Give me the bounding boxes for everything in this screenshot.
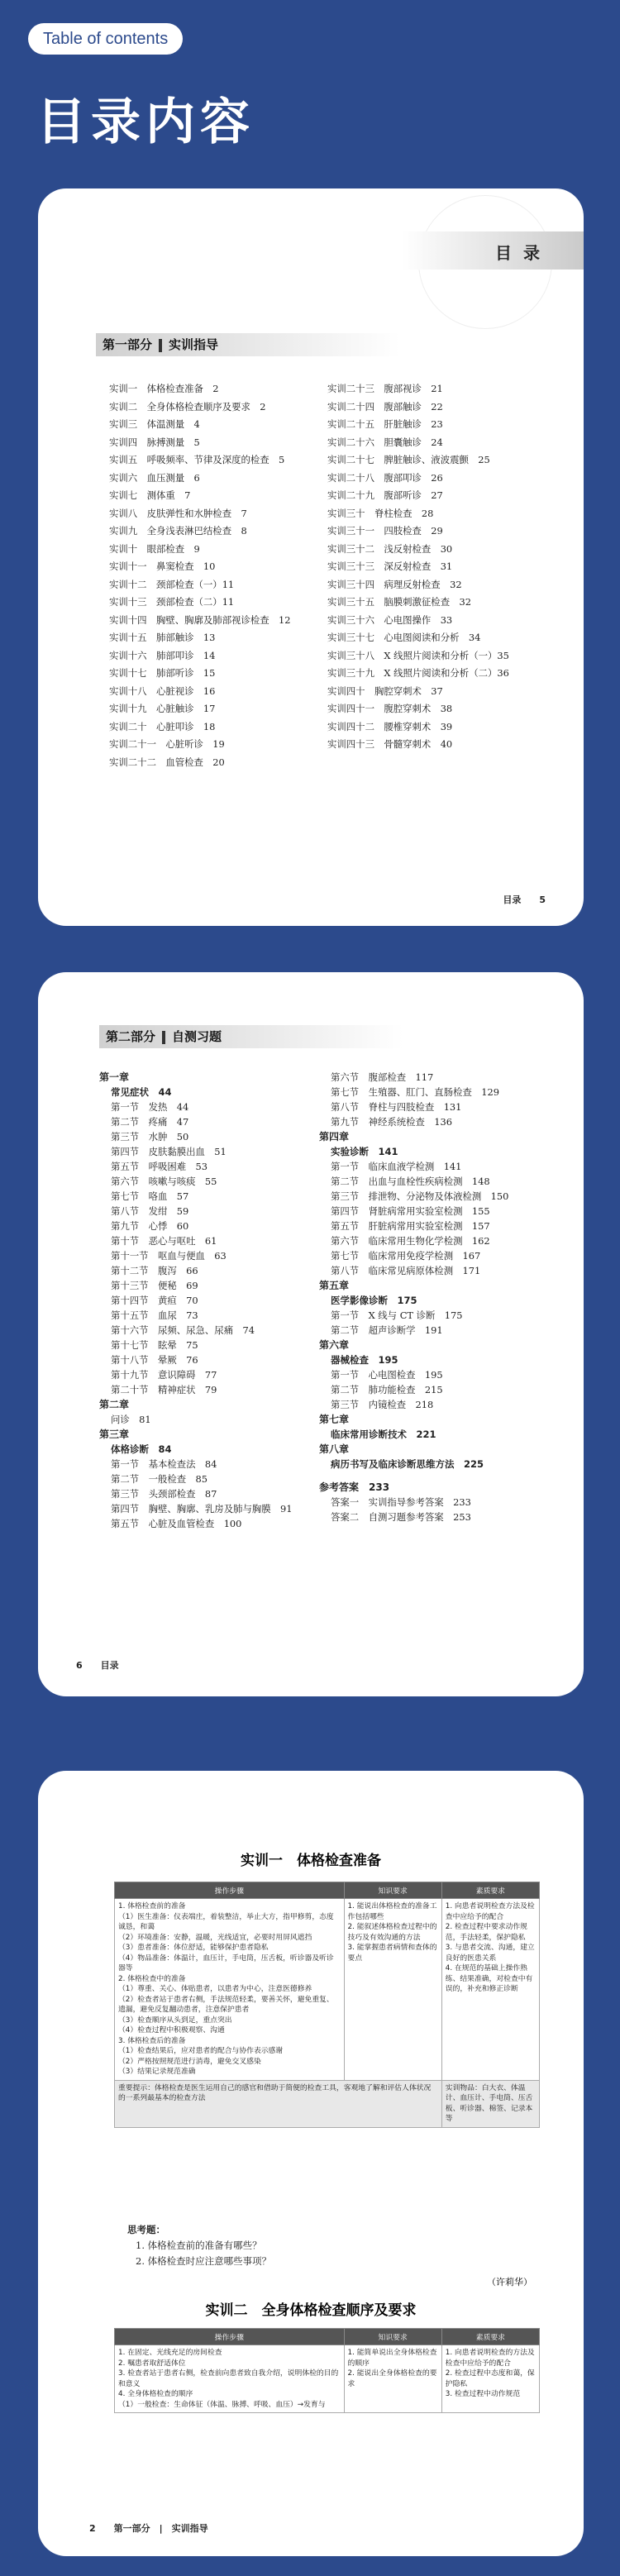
toc-entry[interactable]: 实训二十八 腹部叩诊 26 (327, 471, 443, 484)
toc-entry[interactable]: 第十八节 晕厥 76 (111, 1354, 198, 1366)
toc-entry[interactable]: 第四节 肾脏病常用实验室检测 155 (331, 1205, 490, 1217)
toc-entry[interactable]: 第一节 临床血液学检测 141 (331, 1161, 462, 1172)
toc-entry[interactable]: 实训二十三 腹部视诊 21 (327, 383, 443, 394)
toc-entry[interactable]: 第十三节 便秘 69 (111, 1280, 198, 1291)
toc-entry[interactable]: 第五节 肝脏病常用实验室检测 157 (331, 1220, 490, 1232)
toc-entry[interactable]: 第六节 腹部检查 117 (331, 1071, 434, 1083)
chapter-heading[interactable]: 第八章 (319, 1443, 350, 1455)
toc-entry[interactable]: 实训三十八 X 线照片阅读和分析（一）35 (327, 649, 509, 661)
exercise-table-1: 操作步骤 知识要求 素质要求 1. 体格检查前的准备 （1）医生准备：仪表端庄，着装整洁，举止大方，指甲修剪，态度诚恳，和蔼 （2）环境准备：安静，温暖，光线适宜，必要时用屏风遮挡 （3）患者准备：体位舒适，能够保护患者隐私 （4）物品准备：体温计，血压计，手电筒，压舌板，听诊器及听诊器等 2. 体格检查中的准备 （1）尊重、关心、体贴患者，以患者为中心，注意医德修养 （2）检查者站于患者右侧，手法规范轻柔，要善关怀，避免重复、遗漏，避免反复翻动患者，注意保护患者 （3）检查顺序从头到足，重点突出 （4）检查过程中积极观察、沟通 3. 体格检查后的准备 （1）检查结果后，应对患者的配合与协作表示感谢 （2）严格按照规范进行消毒，避免交叉感染 （3）结果记录规范准确 1. 能说出体格检查的准备工作包括哪些 2. 能叙述体格检查过程中的技巧及有效沟通的方法 3. 能掌握患者病情和查体的要点 1. 向患者说明检查方法及检查中应给予的配合 2. 检查过程中要求动作规范，手法轻柔，保护隐私 3. 与患者交流、沟通，建立良好的医患关系 4. 在规范的基础上操作熟练、结果准确，对检查中有误的，补充和修正诊断 重要提示：体格检查是医生运用自己的感官和借助于简便的检查工具，客观地了解和评估人体状况的一系列最基本的检查方法 实训物品：白大衣、体温计、血压计、手电筒、压舌板、听诊器、棉签、记录本等 (114, 1882, 540, 2128)
toc-entry[interactable]: 第九节 心悸 60 (111, 1220, 189, 1232)
toc-entry[interactable]: 第三节 内镜检查 218 (331, 1399, 434, 1410)
toc-entry[interactable]: 第二节 肺功能检查 215 (331, 1384, 443, 1395)
table-cell: 1. 能说出体格检查的准备工作包括哪些 2. 能叙述体格检查过程中的技巧及有效沟通的方法 3. 能掌握患者病情和查体的要点 (344, 1899, 441, 2081)
toc-entry[interactable]: 第二节 超声诊断学 191 (331, 1324, 443, 1336)
chapter-heading[interactable]: 第四章 (319, 1131, 350, 1143)
toc-entry[interactable]: 实训四十一 腹腔穿刺术 38 (327, 703, 453, 714)
toc-entry[interactable]: 第三节 头颈部检查 87 (111, 1488, 217, 1500)
toc-entry[interactable]: 第十一节 呕血与便血 63 (111, 1250, 227, 1262)
toc-entry[interactable]: 器械检查 195 (331, 1354, 398, 1366)
toc-entry[interactable]: 实训三十二 浅反射检查 30 (327, 542, 453, 555)
toc-entry[interactable]: 实训十一 鼻窦检查 10 (109, 561, 216, 572)
exercise-title: 实训二 全身体格检查顺序及要求 (205, 2302, 417, 2319)
toc-entry[interactable]: 临床常用诊断技术 221 (331, 1429, 436, 1440)
page-footer: 6 目录 (76, 1660, 119, 1671)
toc-entry[interactable]: 答案一 实训指导参考答案 233 (331, 1496, 471, 1508)
toc-left-column (109, 380, 291, 771)
toc-entry[interactable]: 实训十二 颈部检查（一）11 (109, 578, 235, 590)
toc-entry[interactable]: 第一节 X 线与 CT 诊断 175 (331, 1309, 463, 1321)
toc-entry[interactable]: 实训四十三 骨髓穿刺术 40 (327, 738, 453, 750)
toc-entry[interactable]: 第一节 发热 44 (111, 1101, 189, 1113)
toc-entry[interactable]: 实训三十五 脑膜刺激征检查 32 (327, 596, 471, 608)
toc-entry[interactable]: 第四节 胸壁、胸廓、乳房及肺与胸膜 91 (111, 1503, 293, 1515)
sample-page[interactable] (38, 1771, 584, 2556)
chapter-heading[interactable]: 第七章 (319, 1414, 350, 1425)
exercise-table-2: 操作步骤 知识要求 素质要求 1. 在固定、光线充足的房间检查 2. 嘱患者取舒适体位 3. 检查者站于患者右侧，检查前向患者致自我介绍，说明体检的目的和意义 4. 全身体格检查的顺序 （1）一般检查：生命体征（体温、脉搏、呼吸、血压）→发育与 1. 能简单说出全身体格检查的顺序 2. 能说出全身体格检查的要求 1. 向患者说明检查的方法及检查中应给予的配合 2. 检查过程中态度和蔼，保护隐私 3. 检查过程中动作规范 (114, 2328, 540, 2413)
exercise-goods: 实训物品：白大衣、体温计、血压计、手电筒、压舌板、听诊器、棉签、记录本等 (441, 2080, 539, 2127)
chapter-heading[interactable]: 参考答案 233 (319, 1481, 390, 1493)
toc-entry[interactable]: 实训三十一 四肢检查 29 (327, 525, 443, 537)
section-header: 第二部分 自测习题 (99, 1025, 403, 1048)
toc-entry[interactable]: 第二十节 精神症状 79 (111, 1384, 217, 1395)
chapter-heading[interactable]: 第二章 (99, 1399, 130, 1410)
toc-page-2[interactable] (38, 972, 584, 1696)
table-cell: 1. 能简单说出全身体格检查的顺序 2. 能说出全身体格检查的要求 (344, 2345, 441, 2413)
toc-entry[interactable]: 第六节 临床常用生物化学检测 162 (331, 1235, 490, 1247)
toc-entry[interactable]: 实训九 全身浅表淋巴结检查 8 (109, 525, 247, 537)
page-footer: 目录 5 (503, 894, 546, 905)
toc-entry[interactable]: 第一节 基本检查法 84 (111, 1458, 217, 1470)
toc-entry[interactable]: 实训十 眼部检查 9 (109, 542, 200, 555)
chapter-heading[interactable]: 第三章 (99, 1429, 130, 1440)
toc-entry[interactable]: 第九节 神经系统检查 136 (331, 1116, 453, 1128)
toc-page-1[interactable] (38, 188, 584, 926)
toc-entry[interactable]: 实训十九 心脏触诊 17 (109, 703, 216, 714)
table-cell: 1. 向患者说明检查的方法及检查中应给予的配合 2. 检查过程中态度和蔼，保护隐私 3. 检查过程中动作规范 (441, 2345, 539, 2413)
toc-entry[interactable]: 实训六 血压测量 6 (109, 471, 200, 484)
think-questions: 思考题： 1. 体格检查前的准备有哪些？ 2. 体格检查时应注意哪些事项？ (127, 2224, 272, 2267)
toc-entry[interactable]: 第五节 心脏及血管检查 100 (111, 1518, 242, 1529)
chapter-heading[interactable]: 第五章 (319, 1280, 350, 1291)
toc-entry[interactable]: 实训二十 心脏叩诊 18 (109, 720, 216, 732)
page-footer: 2 第一部分 | 实训指导 (89, 2523, 208, 2534)
toc-entry[interactable]: 第十五节 血尿 73 (111, 1309, 198, 1321)
table-cell: 1. 在固定、光线充足的房间检查 2. 嘱患者取舒适体位 3. 检查者站于患者右侧，检查前向患者致自我介绍，说明体检的目的和意义 4. 全身体格检查的顺序 （1）一般检查：生命体征（体温、脉搏、呼吸、血压）→发育与 (115, 2345, 345, 2413)
toc-entry[interactable]: 医学影像诊断 175 (331, 1295, 417, 1306)
page-title: 目录内容 (36, 93, 255, 151)
toc-entry[interactable]: 第一节 心电图检查 195 (331, 1369, 443, 1381)
table-cell: 1. 体格检查前的准备 （1）医生准备：仪表端庄，着装整洁，举止大方，指甲修剪，态度诚恳，和蔼 （2）环境准备：安静，温暖，光线适宜，必要时用屏风遮挡 （3）患者准备：体位舒适，能够保护患者隐私 （4）物品准备：体温计，血压计，手电筒，压舌板，听诊器及听诊器等 2. 体格检查中的准备 （1）尊重、关心、体贴患者，以患者为中心，注意医德修养 （2）检查者站于患者右侧，手法规范轻柔，要善关怀，避免重复、遗漏，避免反复翻动患者，注意保护患者 （3）检查顺序从头到足，重点突出 （4）检查过程中积极观察、沟通 3. 体格检查后的准备 （1）检查结果后，应对患者的配合与协作表示感谢 （2）严格按照规范进行消毒，避免交叉感染 （3）结果记录规范准确 (115, 1899, 345, 2081)
toc-entry[interactable]: 第十六节 尿频、尿急、尿痛 74 (111, 1324, 255, 1336)
toc-entry[interactable]: 实训四 脉搏测量 5 (109, 436, 200, 448)
toc-entry[interactable]: 第五节 呼吸困难 53 (111, 1161, 208, 1172)
toc-banner: 目录 (402, 231, 584, 270)
toc-tag: Table of contents (28, 23, 183, 55)
toc-entry[interactable]: 第十二节 腹泻 66 (111, 1265, 198, 1276)
toc-right-column (327, 380, 509, 754)
toc-entry[interactable]: 实训三十七 心电图阅读和分析 34 (327, 632, 481, 643)
section-header: 第一部分 实训指导 (96, 333, 400, 356)
toc-entry[interactable]: 实训二十五 肝脏触诊 23 (327, 418, 443, 430)
toc-entry[interactable]: 第八节 发绀 59 (111, 1205, 189, 1217)
toc-entry[interactable]: 实训一 体格检查准备 2 (109, 383, 219, 394)
toc-entry[interactable]: 实训三十三 深反射检查 31 (327, 561, 453, 572)
toc-entry[interactable]: 实训十七 肺部听诊 15 (109, 667, 216, 679)
toc-entry[interactable]: 实训七 测体重 7 (109, 489, 191, 501)
toc-entry[interactable]: 实训二十一 心脏听诊 19 (109, 738, 225, 750)
toc-entry[interactable]: 第八节 脊柱与四肢检查 131 (331, 1101, 462, 1113)
toc-entry[interactable]: 实训八 皮肤弹性和水肿检查 7 (109, 507, 247, 519)
toc-entry[interactable]: 第十七节 眩晕 75 (111, 1339, 198, 1351)
toc-entry[interactable]: 实训二十六 胆囊触诊 24 (327, 436, 443, 448)
toc-entry[interactable]: 答案二 自测习题参考答案 253 (331, 1511, 471, 1523)
toc-entry[interactable]: 第十四节 黄疸 70 (111, 1295, 198, 1306)
toc-entry[interactable]: 第二节 疼痛 47 (111, 1116, 189, 1128)
toc-entry[interactable]: 实训四十 胸腔穿刺术 37 (327, 685, 443, 697)
toc-entry[interactable]: 实训三十六 心电图操作 33 (327, 613, 453, 626)
toc-entry[interactable]: 实验诊断 141 (331, 1146, 398, 1157)
toc-entry[interactable]: 实训四十二 腰椎穿刺术 39 (327, 720, 453, 732)
toc-entry[interactable]: 实训三十四 病理反射检查 32 (327, 578, 462, 590)
toc-entry[interactable]: 病历书写及临床诊断思维方法 225 (331, 1458, 484, 1470)
toc-entry[interactable]: 实训二十九 腹部听诊 27 (327, 489, 443, 501)
toc-entry[interactable]: 第六节 咳嗽与咳痰 55 (111, 1176, 217, 1187)
toc-entry[interactable]: 实训十六 肺部叩诊 14 (109, 649, 216, 661)
toc-entry[interactable]: 实训三十九 X 线照片阅读和分析（二）36 (327, 667, 509, 679)
toc-entry[interactable]: 第二节 一般检查 85 (111, 1473, 208, 1485)
toc-entry[interactable]: 第二节 出血与血栓性疾病检测 148 (331, 1176, 490, 1187)
toc-entry[interactable]: 实训二十七 脾脏触诊、液波震颤 25 (327, 454, 490, 465)
toc-left-column (99, 1070, 293, 1531)
toc-entry[interactable]: 常见症状 44 (111, 1086, 172, 1098)
toc-entry[interactable]: 实训三十 脊柱检查 28 (327, 507, 434, 519)
toc-entry[interactable]: 第七节 咯血 57 (111, 1190, 189, 1202)
toc-entry[interactable]: 第七节 临床常用免疫学检测 167 (331, 1250, 481, 1262)
toc-entry[interactable]: 体格诊断 84 (111, 1443, 172, 1455)
toc-entry[interactable]: 第三节 排泄物、分泌物及体液检测 150 (331, 1190, 509, 1202)
toc-entry[interactable]: 实训十五 肺部触诊 13 (109, 632, 216, 643)
chapter-heading[interactable]: 第六章 (319, 1339, 350, 1351)
toc-entry[interactable]: 实训十八 心脏视诊 16 (109, 685, 216, 697)
toc-right-column (319, 1070, 508, 1524)
toc-entry[interactable]: 实训五 呼吸频率、节律及深度的检查 5 (109, 454, 285, 465)
toc-entry[interactable]: 实训二十四 腹部触诊 22 (327, 400, 443, 413)
chapter-heading[interactable]: 第一章 (99, 1071, 130, 1083)
toc-entry[interactable]: 实训二 全身体格检查顺序及要求 2 (109, 400, 266, 413)
toc-entry[interactable]: 第三节 水肿 50 (111, 1131, 189, 1143)
toc-entry[interactable]: 第八节 临床常见病原体检测 171 (331, 1265, 481, 1276)
toc-entry[interactable]: 第四节 皮肤黏膜出血 51 (111, 1146, 227, 1157)
toc-entry[interactable]: 实训二十二 血管检查 20 (109, 756, 225, 768)
toc-entry[interactable]: 第十九节 意识障碍 77 (111, 1369, 217, 1381)
author: （许莉华） (487, 2277, 532, 2287)
toc-entry[interactable]: 实训三 体温测量 4 (109, 418, 200, 430)
toc-entry[interactable]: 问诊 81 (111, 1414, 151, 1425)
exercise-title: 实训一 体格检查准备 (241, 1853, 381, 1869)
toc-entry[interactable]: 实训十三 颈部检查（二）11 (109, 596, 235, 608)
important-note: 重要提示：体格检查是医生运用自己的感官和借助于简便的检查工具，客观地了解和评估人体状况的一系列最基本的检查方法 (115, 2080, 442, 2127)
toc-entry[interactable]: 第十节 恶心与呕吐 61 (111, 1235, 217, 1247)
table-cell: 1. 向患者说明检查方法及检查中应给予的配合 2. 检查过程中要求动作规范，手法轻柔，保护隐私 3. 与患者交流、沟通，建立良好的医患关系 4. 在规范的基础上操作熟练、结果准确，对检查中有误的，补充和修正诊断 (441, 1899, 539, 2081)
toc-entry[interactable]: 第七节 生殖器、肛门、直肠检查 129 (331, 1086, 499, 1098)
toc-entry[interactable]: 实训十四 胸壁、胸廓及肺部视诊检查 12 (109, 613, 291, 626)
